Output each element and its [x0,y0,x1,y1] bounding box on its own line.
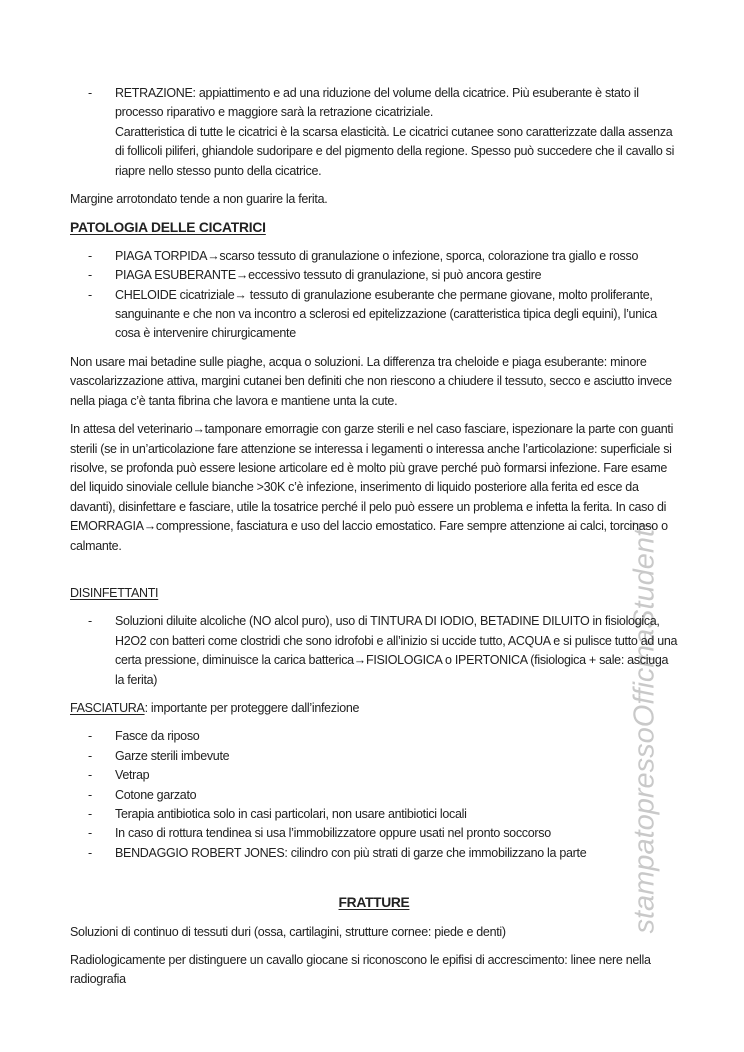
list-item [88,786,678,805]
list-item [88,84,678,181]
list-item [88,766,678,785]
patologia-heading: PATOLOGIA DELLE CICATRICI [70,220,266,236]
margine-paragraph: Margine arrotondato tende a non guarire la ferita. [70,192,328,207]
bullet-marker: - [88,787,92,802]
fratture-heading [70,893,678,912]
list-item-text: BENDAGGIO ROBERT JONES: cilindro con più strati di garze che immobilizzano la parte [115,845,587,860]
patologia-list [70,247,678,344]
list-item [88,286,678,344]
list-item [88,805,678,824]
fratture-paragraph-1: Soluzioni di continuo di tessuti duri (ossa, cartilagini, strutture cornee: piede e denti) [70,924,506,939]
bullet-marker: - [88,248,92,263]
bullet-marker: - [88,614,92,629]
list-item [88,747,678,766]
retrazione-list [70,84,678,181]
list-item-text: Soluzioni diluite alcoliche (NO alcol puro), uso di TINTURA DI IODIO, BETADINE DILUITO in fisiologica, H2O2 con batteri come clostridi che sono idrofobi e all’inizio si uccide tutto, ACQUA e si pulisce tutto ad una certa pressione, diminuisce la carica batterica→FISIOLOGICA o IPERTONICA (fisiologica + sale: asciuga la ferita) [115,614,678,687]
list-item-text: CHELOIDE cicatriziale→ tessuto di granulazione esuberante che permane giovane, molto proliferante, sanguinante e che non va incontro a sclerosi ed epitelizzazione (caratteristica tipica degli equini), l’unica cosa è intervenire chirurgicamente [115,287,657,341]
list-item [88,247,678,266]
bullet-marker: - [88,287,92,302]
list-item-text [115,84,678,181]
retrazione-part1: RETRAZIONE: appiattimento e ad una riduzione del volume della cicatrice. Più esuberante è stato il processo riparativo e maggiore sarà la retrazione cicatriziale. [115,86,639,120]
watermark-text: stampatopressoOfficinaStudenti [628,522,661,934]
fratture-paragraph-2: Radiologicamente per distinguere un cavallo giocane si riconoscono le epifisi di accrescimento: linee nere nella radiografia [70,953,651,987]
bullet-marker: - [88,768,92,783]
document-content [70,84,678,990]
bullet-marker: - [88,845,92,860]
list-item [88,844,678,863]
fratture-heading-text: FRATTURE [338,895,410,911]
fasciatura-list [70,727,678,863]
list-item [88,266,678,285]
list-item-text: PIAGA TORPIDA→scarso tessuto di granulazione o infezione, sporca, colorazione tra giallo e rosso [115,248,639,263]
bullet-marker: - [88,729,92,744]
list-item [88,824,678,843]
list-item [88,727,678,746]
bullet-marker: - [88,748,92,763]
fasciatura-rest: : importante per proteggere dall’infezione [144,700,360,715]
list-item-text: Vetrap [115,768,150,783]
bullet-marker: - [88,86,92,100]
bullet-marker: - [88,268,92,283]
list-item-text: Terapia antibiotica solo in casi particolari, non usare antibiotici locali [115,807,467,821]
list-item [88,612,678,690]
fasciatura-paragraph [70,699,678,718]
bullet-marker: - [88,807,92,821]
list-item-text: In caso di rottura tendinea si usa l’immobilizzatore oppure usati nel pronto soccorso [115,826,551,841]
retrazione-part2: Caratteristica di tutte le cicatrici è la scarsa elasticità. Le cicatrici cutanee sono caratterizzate dalla assenza di follicoli piliferi, ghiandole sudoripare e del pigmento della regione. Spesso può succedere che il cavallo si riapre nello stesso punto della cicatrice. [115,124,675,178]
in-attesa-paragraph: In attesa del veterinario→tamponare emorragie con garze sterili e nel caso fasciare, ispezionare la parte con guanti sterili (se in un’articolazione fare attenzione se interessa i legamenti o interessa anche l’articolazione: superficiale si risolve, se profonda può essere lesione articolare ed è molto più grave perché può formarsi infezione. Fare esame del liquido sinoviale cellule bianche >30K c’è infezione, inserimento di liquido posteriore alla ferita ed esce da davanti), disinfettare e fasciare, utile la tosatrice perché il pelo può essere un problema e infetta la ferita. In caso di EMORRAGIA→compressione, fasciatura e uso del laccio emostatico. Fare sempre attenzione ai calci, torcinaso o calmante. [70,422,674,553]
fasciatura-lead: FASCIATURA [70,700,145,715]
disinfettanti-heading: DISINFETTANTI [70,585,159,600]
disinfettanti-list [70,612,678,690]
list-item-text: Cotone garzato [115,787,197,802]
list-item-text: PIAGA ESUBERANTE→eccessivo tessuto di granulazione, si può ancora gestire [115,268,542,283]
bullet-marker: - [88,826,92,841]
list-item-text: Garze sterili imbevute [115,748,230,763]
non-usare-paragraph: Non usare mai betadine sulle piaghe, acqua o soluzioni. La differenza tra cheloide e piaga esuberante: minore vascolarizzazione attiva, margini cutanei ben definiti che non riescono a chiudere il tessuto, secco e asciutto invece nella piaga c’è tanta fibrina che lavora e mantiene unta la cute. [70,354,672,408]
list-item-text: Fasce da riposo [115,729,200,744]
